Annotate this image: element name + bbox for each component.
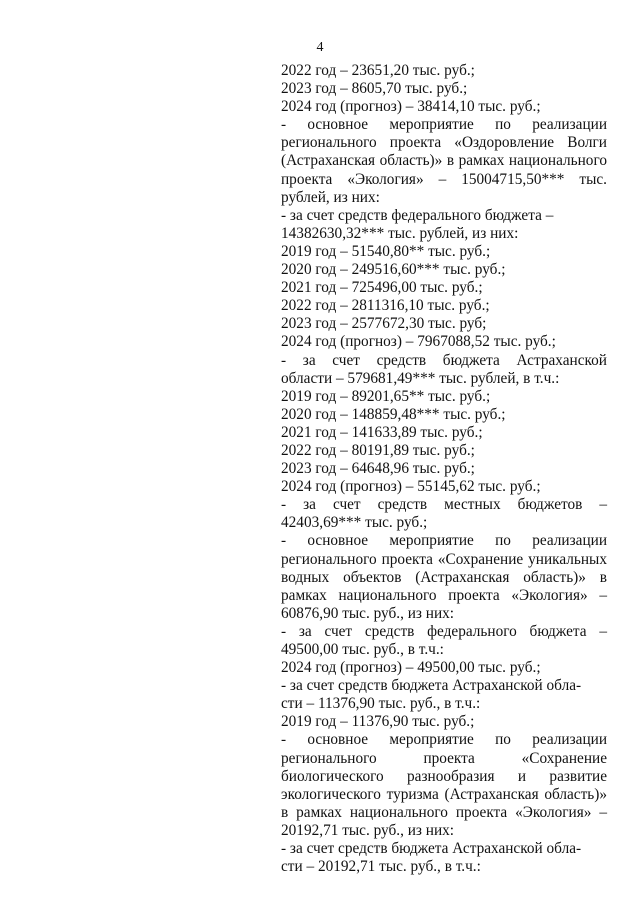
text-line: сти – 11376,90 тыс. руб., в т.ч.: [281,695,481,713]
text-line: 2019 год – 11376,90 тыс. руб.; [281,713,475,731]
text-line: - за счет средств федерального бюджета – [281,206,554,224]
text-line: 2021 год – 725496,00 тыс. руб.; [281,279,483,297]
text-line: - основное мероприятие по реализации [281,116,607,134]
text-line: области – 579681,49*** тыс. рублей, в т.ч.: [281,369,560,387]
page-number: 4 [316,40,324,55]
text-line: - основное мероприятие по реализации [281,731,607,749]
text-line: (Астраханская область)» в рамках национального [281,152,607,170]
text-line: - за счет средств бюджета Астраханской [281,351,607,369]
text-line: 2023 год – 8605,70 тыс. руб.; [281,80,468,98]
text-line: 2023 год – 64648,96 тыс. руб.; [281,460,475,478]
text-line: - основное мероприятие по реализации [281,532,607,550]
text-line: биологического разнообразия и развитие [281,767,607,785]
text-line: рамках национального проекта «Экология» – [281,586,607,604]
text-line: 2022 год – 80191,89 тыс. руб.; [281,441,475,459]
text-line: 2023 год – 2577672,30 тыс. руб; [281,315,487,333]
text-line: регионального проекта «Сохранение уникальных [281,550,607,568]
text-line: 2020 год – 148859,48*** тыс. руб.; [281,405,506,423]
text-line: - за счет средств бюджета Астраханской обла- [281,677,582,695]
text-line: 2022 год – 23651,20 тыс. руб.; [281,62,475,79]
text-line: 2022 год – 2811316,10 тыс. руб.; [281,297,490,315]
text-line: 2024 год (прогноз) – 38414,10 тыс. руб.; [281,98,541,116]
document-body [281,62,607,876]
text-line: экологического туризма (Астраханская область)» [281,785,607,803]
text-line: 2019 год – 89201,65** тыс. руб.; [281,387,491,405]
text-line: - за счет средств бюджета Астраханской обла- [281,840,582,858]
text-line: проекта «Экология» – 15004715,50*** тыс. [281,170,607,188]
text-line: в рамках национального проекта «Экология» – [281,803,607,821]
text-line: регионального проекта «Оздоровление Волги [281,134,607,152]
text-line: 14382630,32*** тыс. рублей, из них: [281,224,519,242]
text-line: 2021 год – 141633,89 тыс. руб.; [281,423,483,441]
text-line: водных объектов (Астраханская область)» в [281,568,607,586]
text-line: 2020 год – 249516,60*** тыс. руб.; [281,261,506,279]
text-line: 20192,71 тыс. руб., из них: [281,821,455,839]
text-line: 2024 год (прогноз) – 55145,62 тыс. руб.; [281,478,541,496]
text-line: сти – 20192,71 тыс. руб., в т.ч.: [281,858,481,876]
text-line: 60876,90 тыс. руб., из них: [281,604,455,622]
text-line: регионального проекта «Сохранение [281,749,607,767]
text-line: 2024 год (прогноз) – 7967088,52 тыс. руб.; [281,333,556,351]
text-line: 2019 год – 51540,80** тыс. руб.; [281,242,491,260]
text-line: 49500,00 тыс. руб., в т.ч.: [281,641,444,658]
text-line: - за счет средств федерального бюджета – [281,622,607,640]
text-line: 2024 год (прогноз) – 49500,00 тыс. руб.; [281,659,541,677]
text-line: рублей, из них: [281,188,380,206]
text-line: - за счет средств местных бюджетов – [281,496,607,514]
text-line: 42403,69*** тыс. руб.; [281,514,428,532]
